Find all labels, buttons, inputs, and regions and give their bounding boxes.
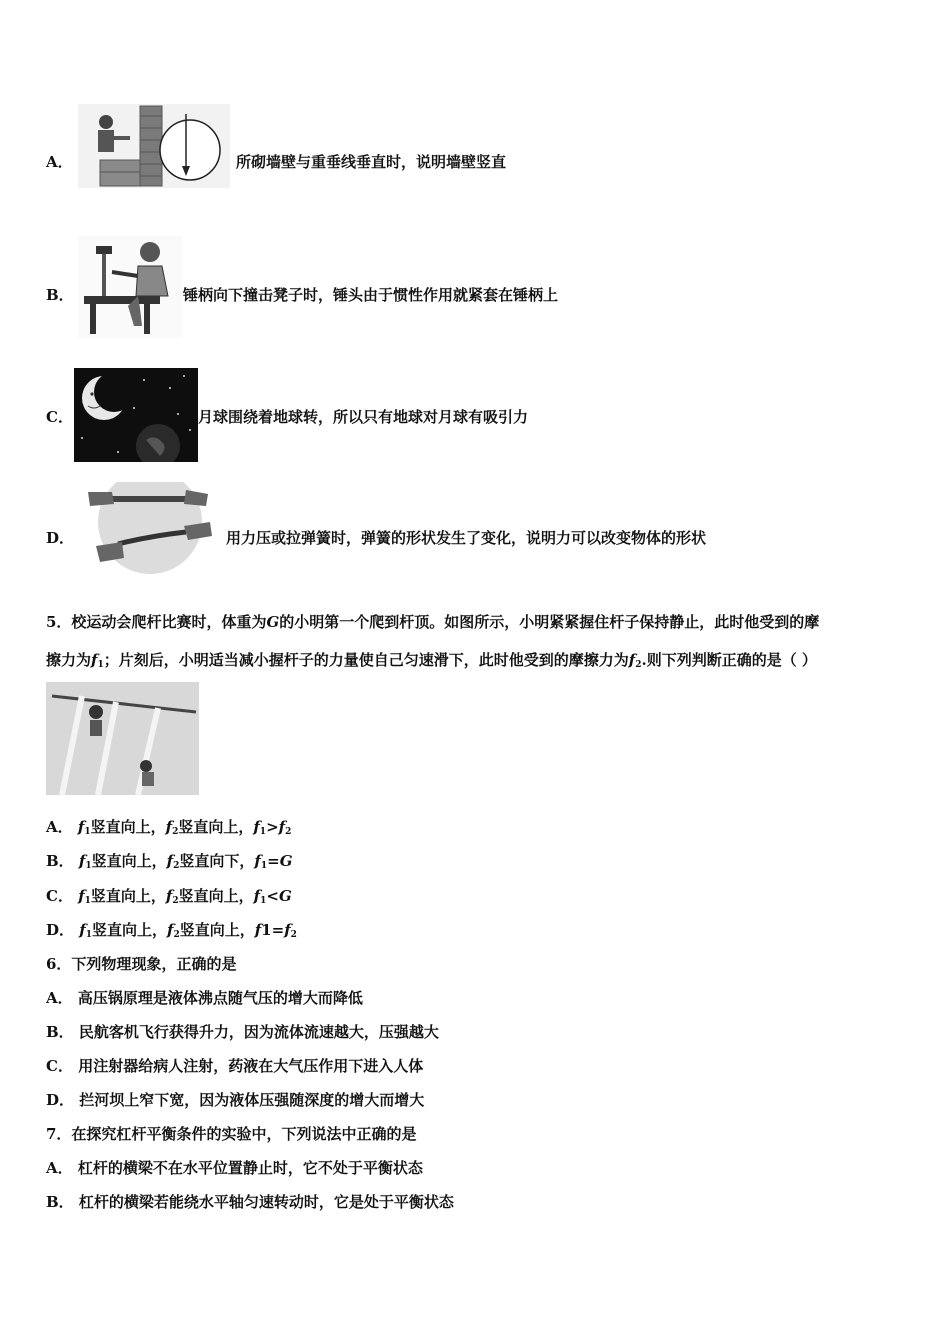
option-text: 月球围绕着地球转，所以只有地球对月球有吸引力 [198,408,529,426]
hammer-stool-picture [78,236,182,338]
q5-option-c: C． $f_1$竖直向上，$f_2$竖直向上，$f_1<G$ [46,887,292,906]
pole-climbing-picture [46,682,199,795]
q6-option-b: B． 民航客机飞行获得升力，因为流体流速越大，压强越大 [46,1023,439,1041]
question-stem-line-2: 擦力为$f_1$；片刻后，小明适当减小握杆子的力量使自己匀速滑下，此时他受到的摩擦力为$f_2$.则下列判断正确的是（ ） [46,651,817,670]
option-text: 用力压或拉弹簧时，弹簧的形状发生了变化，说明力可以改变物体的形状 [226,529,707,547]
spring-hands-picture [78,482,224,574]
option-text: 锤柄向下撞击凳子时，锤头由于惯性作用就紧套在锤柄上 [183,286,559,304]
q7-option-a: A． 杠杆的横梁不在水平位置静止时，它不处于平衡状态 [46,1159,423,1177]
q6-option-d: D． 拦河坝上窄下宽，因为液体压强随深度的增大而增大 [46,1091,425,1109]
option-label: B． [46,286,74,304]
q7-option-b: B． 杠杆的横梁若能绕水平轴匀速转动时，它是处于平衡状态 [46,1193,454,1211]
q5-option-d: D． $f_1$竖直向上，$f_2$竖直向上，$f1=f_2$ [46,921,297,940]
option-text: 所砌墙壁与重垂线垂直时，说明墙壁竖直 [236,153,507,171]
option-label: D． [46,529,75,547]
question-stem: 7．在探究杠杆平衡条件的实验中，下列说法中正确的是 [46,1125,417,1143]
option-label: C． [46,408,73,426]
plumb-line-wall-picture [78,104,230,188]
q5-option-b: B． $f_1$竖直向上，$f_2$竖直向下，$f_1=G$ [46,852,293,871]
q6-option-a: A． 高压锅原理是液体沸点随气压的增大而降低 [46,989,363,1007]
question-stem: 6．下列物理现象，正确的是 [46,955,237,973]
q6-option-c: C． 用注射器给病人注射，药液在大气压作用下进入人体 [46,1057,424,1075]
question-stem-line-1: 5．校运动会爬杆比赛时，体重为G的小明第一个爬到杆顶。如图所示，小明紧紧握住杆子保持静止，此时他受到的摩 [46,613,820,631]
q5-option-a: A． $f_1$竖直向上，$f_2$竖直向上，$f_1>f_2$ [46,818,292,837]
moon-earth-picture [74,368,198,462]
option-label: A． [46,153,73,171]
